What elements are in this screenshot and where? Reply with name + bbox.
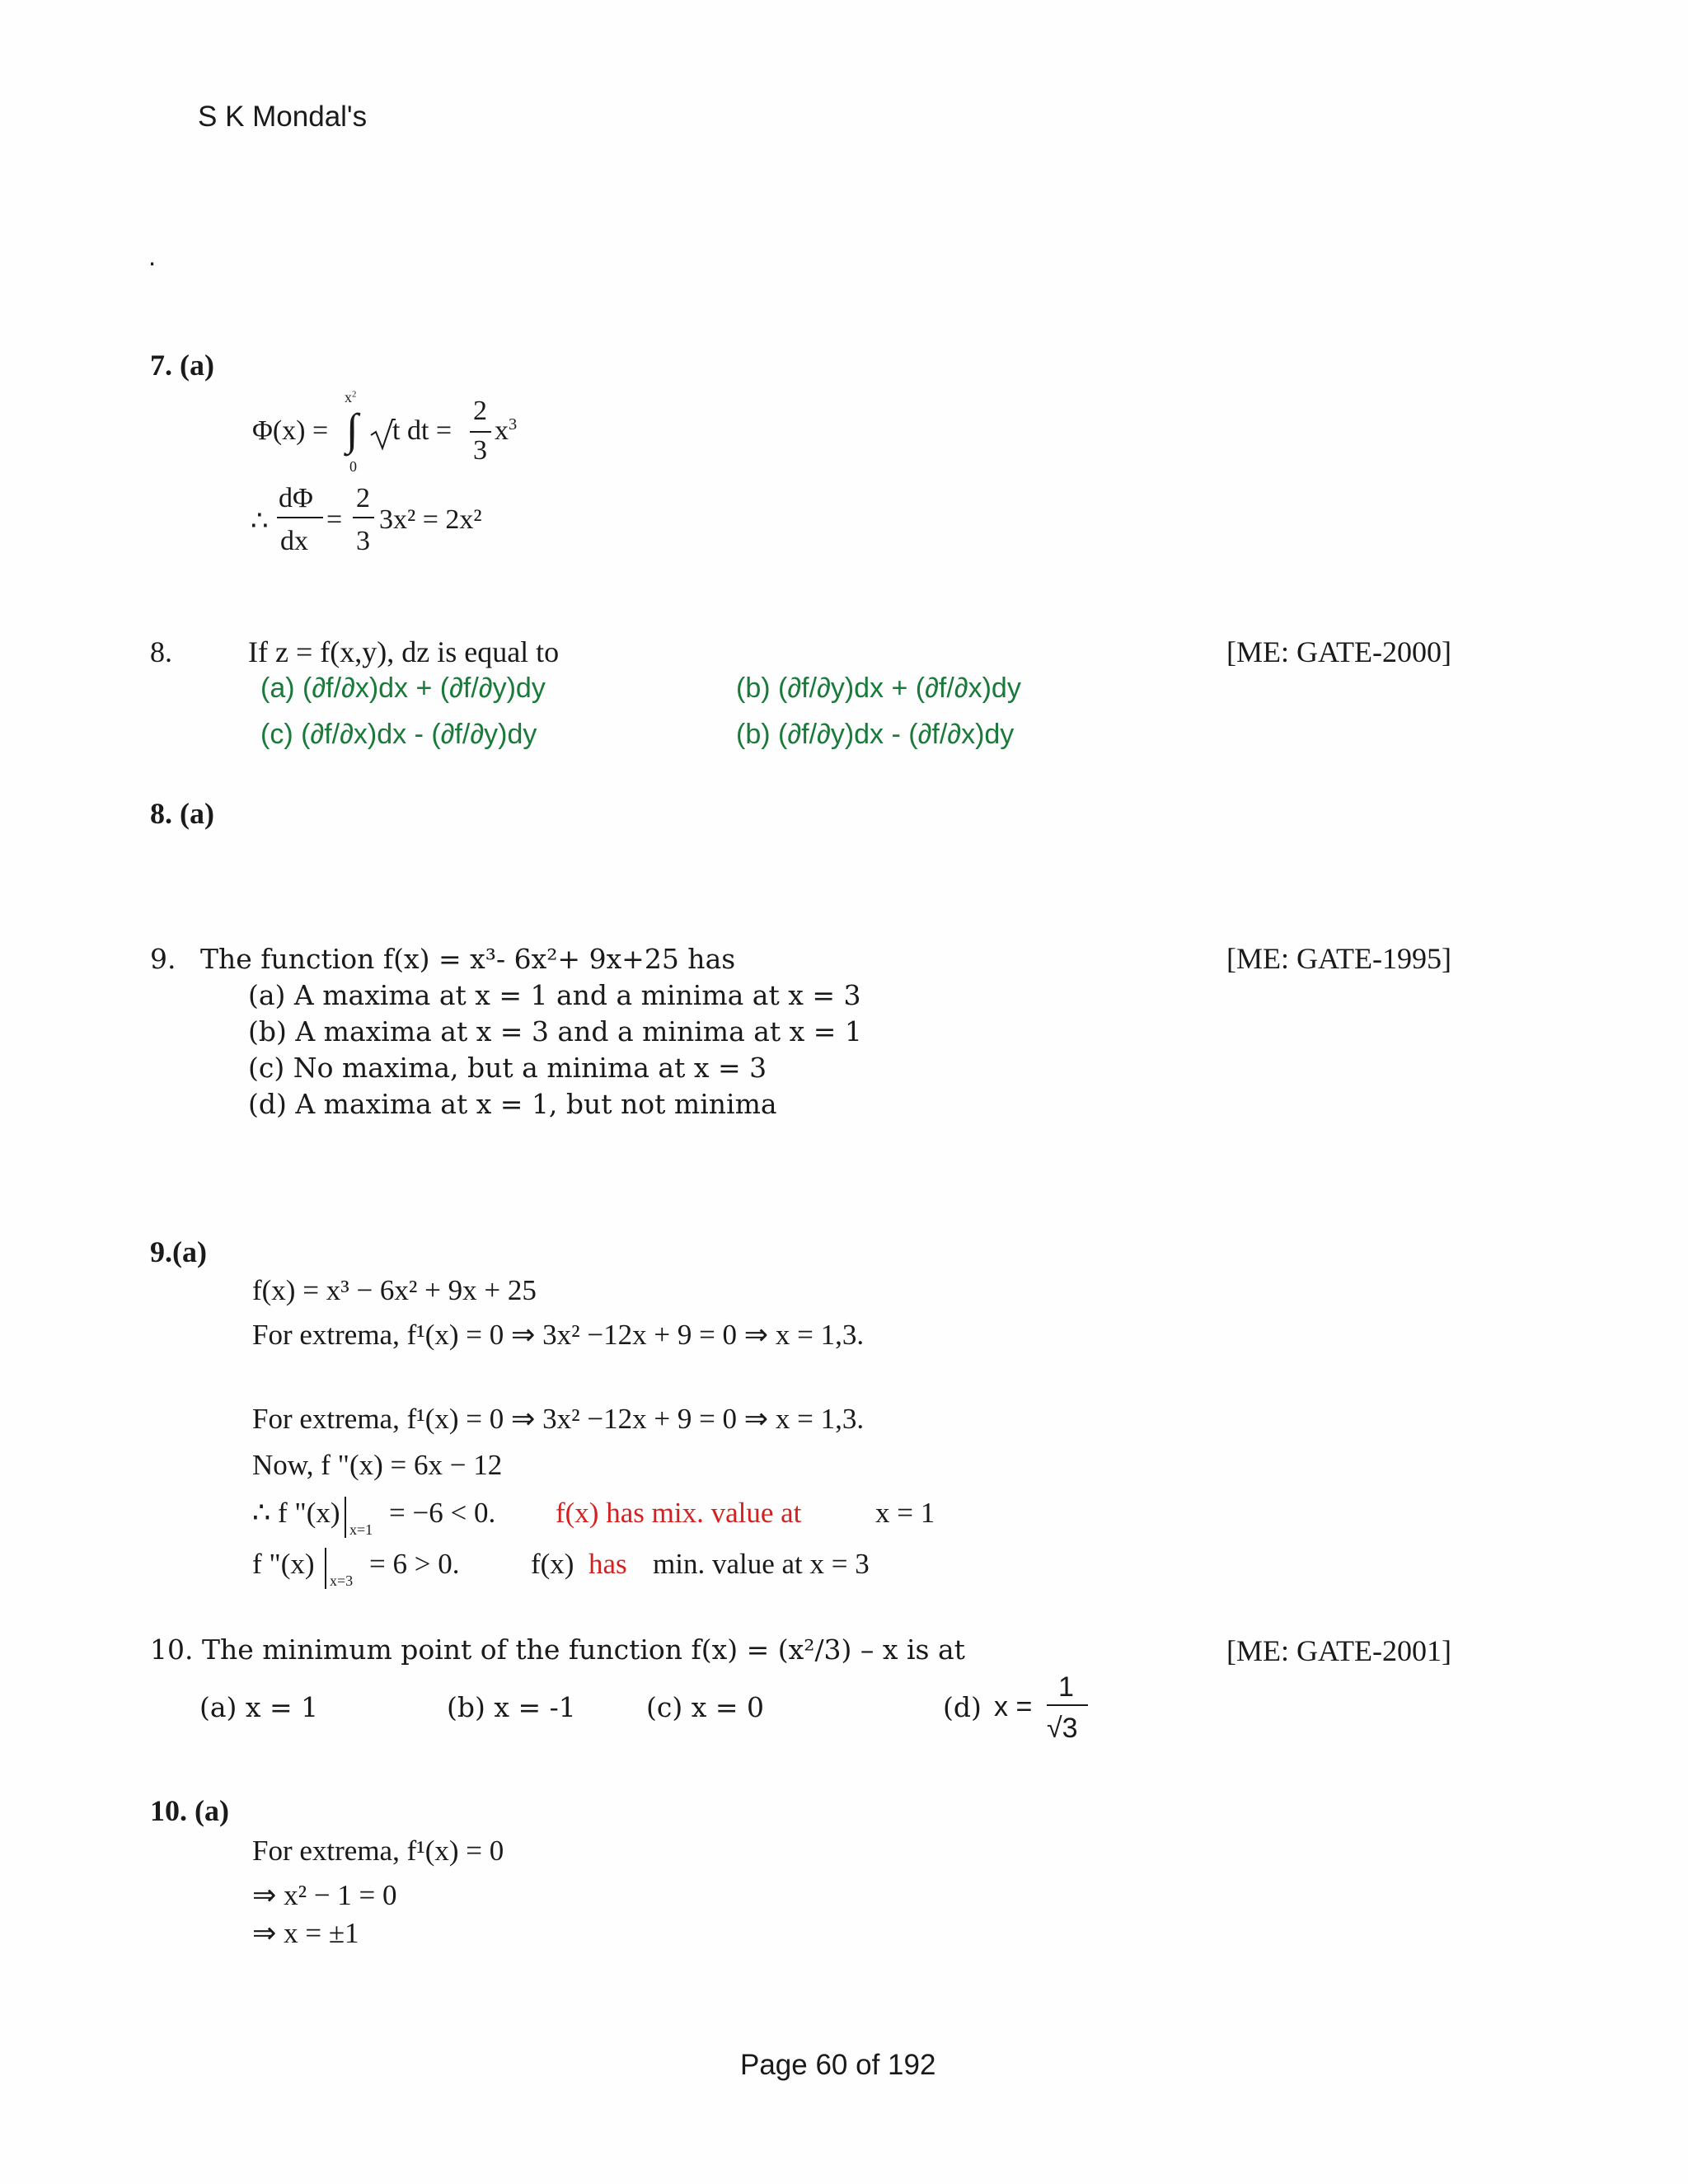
max-value-note: f(x) has mix. value at xyxy=(556,1497,802,1529)
derivative-denominator: dx xyxy=(280,526,308,556)
question-8-option-c: (c) (∂f/∂x)dx - (∂f/∂y)dy xyxy=(260,719,537,750)
solution-10-line-2: ⇒ x² − 1 = 0 xyxy=(252,1879,397,1911)
second-derivative-at-1: ∴ f "(x) xyxy=(252,1497,340,1529)
option-d-denominator: √3 xyxy=(1047,1713,1078,1744)
phi-lhs: Φ(x) = xyxy=(252,415,329,446)
solution-9-line-1: f(x) = x³ − 6x² + 9x + 25 xyxy=(252,1274,537,1306)
derivative-result: 3x² = 2x² xyxy=(379,504,482,535)
question-9-option-a: (a) A maxima at x = 1 and a minima at x = 3 xyxy=(248,979,861,1011)
question-10-option-d-label: (d) xyxy=(943,1691,982,1723)
min-value-fx: f(x) xyxy=(531,1548,574,1580)
question-10-option-a: (a) x = 1 xyxy=(199,1691,319,1723)
evaluation-bar xyxy=(345,1497,346,1538)
page-number: Page 60 of 192 xyxy=(740,2049,936,2081)
question-9-number: 9. xyxy=(150,943,176,975)
question-8-text: If z = f(x,y), dz is equal to xyxy=(248,635,560,668)
derivative-numerator: dΦ xyxy=(279,483,313,513)
question-10-text: 10. The minimum point of the function f(x) = (x²/3) – x is at xyxy=(150,1633,965,1666)
option-d-numerator: 1 xyxy=(1058,1671,1074,1703)
answer-7-heading: 7. (a) xyxy=(150,349,214,382)
min-value-note: min. value at x = 3 xyxy=(653,1548,870,1580)
question-9-text: The function f(x) = x³- 6x²+ 9x+25 has xyxy=(200,943,736,975)
max-value-point: x = 1 xyxy=(875,1497,935,1529)
question-8-option-b: (b) (∂f/∂y)dx + (∂f/∂x)dy xyxy=(736,673,1021,704)
solution-10-line-1: For extrema, f¹(x) = 0 xyxy=(252,1835,504,1867)
solution-9-line-4: Now, f "(x) = 6x − 12 xyxy=(252,1449,503,1481)
question-9-option-c: (c) No maxima, but a minima at x = 3 xyxy=(248,1052,767,1084)
question-10-option-b: (b) x = -1 xyxy=(447,1691,576,1723)
integral-sign: ∫ xyxy=(346,405,359,454)
solution-10-line-3: ⇒ x = ±1 xyxy=(252,1917,359,1949)
stray-dot: . xyxy=(148,241,157,271)
therefore-sign: ∴ xyxy=(251,506,269,537)
fraction-denominator: 3 xyxy=(473,435,487,466)
option-d-x-equals: x = xyxy=(994,1691,1033,1722)
question-8-option-a: (a) (∂f/∂x)dx + (∂f/∂y)dy xyxy=(260,673,546,704)
question-8-number: 8. xyxy=(150,635,172,668)
evaluation-bar-2 xyxy=(325,1548,326,1589)
min-value-has: has xyxy=(588,1548,627,1580)
question-9-tag: [ME: GATE-1995] xyxy=(1226,942,1451,975)
second-derivative-value-1: = −6 < 0. xyxy=(389,1497,496,1529)
fraction-numerator: 2 xyxy=(473,396,487,426)
question-8-tag: [ME: GATE-2000] xyxy=(1226,635,1451,668)
phi-rhs: $x^3$ xyxy=(495,415,518,447)
solution-9-line-3: For extrema, f¹(x) = 0 ⇒ 3x² −12x + 9 = 0 ⇒ x = 1,3. xyxy=(252,1403,865,1435)
running-header: S K Mondal's xyxy=(198,101,368,133)
evaluation-subscript: x=1 xyxy=(349,1521,373,1538)
answer-10-heading: 10. (a) xyxy=(150,1794,229,1827)
integral-lower-limit: 0 xyxy=(349,458,357,475)
integral-upper-limit: $x^2$ xyxy=(345,389,357,405)
fraction-2-bar xyxy=(353,517,374,518)
question-10-option-c: (c) x = 0 xyxy=(646,1691,764,1723)
question-9-option-d: (d) A maxima at x = 1, but not minima xyxy=(248,1088,777,1120)
answer-8-heading: 8. (a) xyxy=(150,797,214,830)
fraction-bar xyxy=(470,431,491,433)
evaluation-subscript-2: x=3 xyxy=(330,1572,354,1589)
fraction-2-denominator: 3 xyxy=(356,526,370,556)
fraction-2-numerator: 2 xyxy=(356,483,370,513)
equals-sign: = xyxy=(326,504,343,535)
derivative-bar xyxy=(277,517,323,518)
question-9-option-b: (b) A maxima at x = 3 and a minima at x = 1 xyxy=(248,1015,862,1047)
second-derivative-value-3: = 6 > 0. xyxy=(369,1548,460,1580)
answer-9-heading: 9.(a) xyxy=(150,1235,207,1268)
question-8-option-d: (b) (∂f/∂y)dx - (∂f/∂x)dy xyxy=(736,719,1015,750)
solution-9-line-2: For extrema, f¹(x) = 0 ⇒ 3x² −12x + 9 = 0 ⇒ x = 1,3. xyxy=(252,1319,865,1351)
question-10-tag: [ME: GATE-2001] xyxy=(1226,1634,1451,1667)
option-d-fraction-bar xyxy=(1047,1704,1088,1706)
integrand: t dt = xyxy=(392,415,452,446)
second-derivative-at-3: f "(x) xyxy=(252,1548,315,1580)
